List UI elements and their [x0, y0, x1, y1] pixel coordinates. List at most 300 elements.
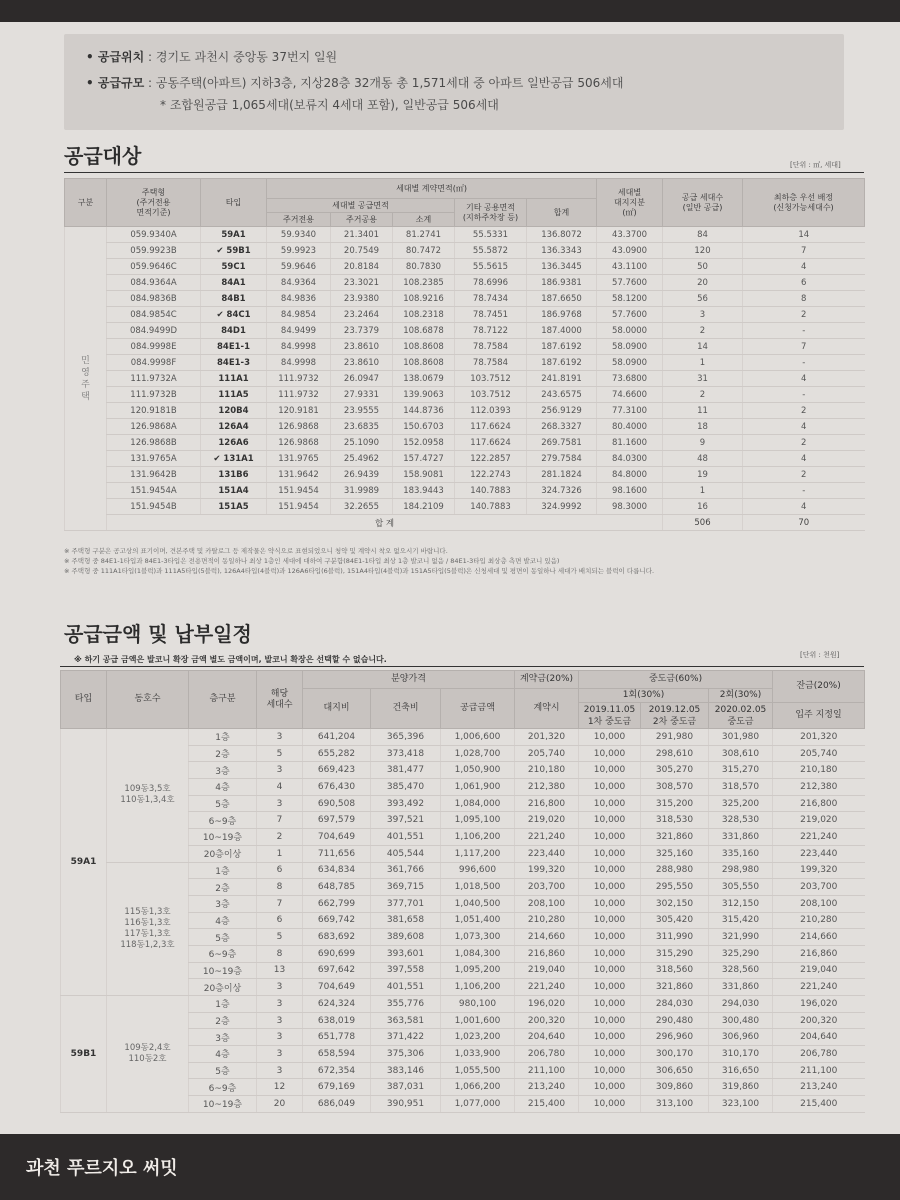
model-cell: 059.9646C	[107, 259, 201, 275]
bal-cell: 199,320	[773, 862, 865, 879]
supply-cell: 1,077,000	[441, 1096, 515, 1113]
m1-cell: 10,000	[579, 962, 641, 979]
th-subtotal: 소계	[393, 213, 455, 227]
build-cell: 381,658	[371, 912, 441, 929]
common-cell: 23.8610	[331, 355, 393, 371]
common-cell: 27.9331	[331, 387, 393, 403]
supply-cell: 1,001,600	[441, 1012, 515, 1029]
info-box	[64, 34, 844, 130]
supply-cell: 1,084,000	[441, 795, 515, 812]
build-cell: 390,951	[371, 1096, 441, 1113]
table-row	[65, 483, 865, 499]
m1-cell: 10,000	[579, 879, 641, 896]
hh-cell: 20	[663, 275, 743, 291]
table-row	[65, 403, 865, 419]
m3-cell: 335,160	[709, 845, 773, 862]
th-round1: 1회(30%)	[579, 689, 709, 703]
m3-cell: 331,860	[709, 829, 773, 846]
build-cell: 393,601	[371, 945, 441, 962]
location-value: 경기도 과천시 중앙동 37번지 일원	[155, 50, 338, 64]
th-type: 타입	[201, 179, 267, 227]
model-cell: 084.9998E	[107, 339, 201, 355]
low-cell: 4	[743, 371, 865, 387]
floor-cell: 20층이상	[189, 845, 257, 862]
other-cell: 103.7512	[455, 387, 527, 403]
other-cell: 117.6624	[455, 435, 527, 451]
footer-title: 과천 푸르지오 써밋	[26, 1158, 178, 1179]
land-cell: 58.0000	[597, 323, 663, 339]
bal-cell: 206,780	[773, 1046, 865, 1063]
other-cell: 117.6624	[455, 419, 527, 435]
table-row	[65, 387, 865, 403]
contract-cell: 208,100	[515, 895, 579, 912]
land-cell: 669,742	[303, 912, 371, 929]
supply-cell: 1,028,700	[441, 745, 515, 762]
model-cell: 084.9854C	[107, 307, 201, 323]
units-cell: 13	[257, 962, 303, 979]
hh-cell: 120	[663, 243, 743, 259]
units-cell: 3	[257, 979, 303, 996]
th-supply-area: 세대별 공급면적	[267, 199, 455, 213]
hh-cell: 14	[663, 339, 743, 355]
excl-cell: 151.9454	[267, 483, 331, 499]
land-cell: 690,508	[303, 795, 371, 812]
land-cell: 624,324	[303, 996, 371, 1013]
table-row	[65, 339, 865, 355]
common-cell: 20.8184	[331, 259, 393, 275]
m1-cell: 10,000	[579, 795, 641, 812]
hh-cell: 1	[663, 355, 743, 371]
table-row	[65, 371, 865, 387]
bal-cell: 221,240	[773, 979, 865, 996]
supply-notes	[64, 546, 864, 576]
subtotal-cell: 108.2318	[393, 307, 455, 323]
floor-cell: 20층이상	[189, 979, 257, 996]
floor-cell: 5층	[189, 795, 257, 812]
bal-cell: 205,740	[773, 745, 865, 762]
supply-table	[64, 178, 865, 531]
floor-cell: 4층	[189, 912, 257, 929]
land-cell: 686,049	[303, 1096, 371, 1113]
supply-cell: 1,033,900	[441, 1046, 515, 1063]
total-label: 합 계	[107, 515, 663, 531]
units-cell: 3	[257, 1012, 303, 1029]
excl-cell: 126.9868	[267, 419, 331, 435]
type-cell: 84A1	[201, 275, 267, 291]
land-cell: 43.3700	[597, 227, 663, 243]
bal-cell: 221,240	[773, 829, 865, 846]
subtotal-cell: 158.9081	[393, 467, 455, 483]
th-floor: 층구분	[189, 671, 257, 729]
table-row	[61, 996, 865, 1013]
total-cell: 241.8191	[527, 371, 597, 387]
land-cell: 704,649	[303, 979, 371, 996]
model-cell: 111.9732A	[107, 371, 201, 387]
side-label: 민영주택	[81, 355, 90, 402]
excl-cell: 84.9499	[267, 323, 331, 339]
low-cell: 7	[743, 339, 865, 355]
th-sale-price: 분양가격	[303, 671, 515, 689]
floor-cell: 4층	[189, 1046, 257, 1063]
price-type-cell: 59B1	[61, 996, 107, 1113]
th-building-cost: 건축비	[371, 689, 441, 729]
contract-cell: 221,240	[515, 979, 579, 996]
m3-cell: 323,100	[709, 1096, 773, 1113]
floor-cell: 3층	[189, 895, 257, 912]
land-cell: 641,204	[303, 729, 371, 746]
brochure-page	[0, 22, 900, 1134]
common-cell: 20.7549	[331, 243, 393, 259]
other-cell: 78.7122	[455, 323, 527, 339]
m1-cell: 10,000	[579, 912, 641, 929]
land-cell: 672,354	[303, 1062, 371, 1079]
excl-cell: 126.9868	[267, 435, 331, 451]
type-cell: 84E1-3	[201, 355, 267, 371]
hh-cell: 2	[663, 387, 743, 403]
other-cell: 55.5331	[455, 227, 527, 243]
other-cell: 140.7883	[455, 499, 527, 515]
common-cell: 26.0947	[331, 371, 393, 387]
scale-line: • 공급규모 : 공동주택(아파트) 지하3층, 지상28층 32개동 총 1,571세대 중 아파트 일반공급 506세대	[86, 76, 624, 90]
other-cell: 55.5872	[455, 243, 527, 259]
subtotal-cell: 184.2109	[393, 499, 455, 515]
location-line: • 공급위치 : 경기도 과천시 중앙동 37번지 일원	[86, 50, 338, 64]
bal-cell: 213,240	[773, 1079, 865, 1096]
common-cell: 23.7379	[331, 323, 393, 339]
build-cell: 405,544	[371, 845, 441, 862]
type-cell: 84E1-1	[201, 339, 267, 355]
th-exclusive: 주거전용	[267, 213, 331, 227]
type-cell: 111A5	[201, 387, 267, 403]
m1-cell: 10,000	[579, 1062, 641, 1079]
m3-cell: 318,570	[709, 779, 773, 796]
m2-cell: 315,200	[641, 795, 709, 812]
type-cell: 59C1	[201, 259, 267, 275]
land-cell: 697,579	[303, 812, 371, 829]
m3-cell: 310,170	[709, 1046, 773, 1063]
land-cell: 57.7600	[597, 275, 663, 291]
m3-cell: 331,860	[709, 979, 773, 996]
price-unit: [단위 : 천원]	[800, 651, 840, 659]
th-date2: 2019.12.05 2차 중도금	[641, 703, 709, 729]
units-cell: 12	[257, 1079, 303, 1096]
model-cell: 151.9454A	[107, 483, 201, 499]
table-row	[65, 307, 865, 323]
total-cell: 187.4000	[527, 323, 597, 339]
model-cell: 111.9732B	[107, 387, 201, 403]
m3-cell: 325,200	[709, 795, 773, 812]
m2-cell: 288,980	[641, 862, 709, 879]
land-cell: 697,642	[303, 962, 371, 979]
total-cell: 324.7326	[527, 483, 597, 499]
subtotal-cell: 80.7472	[393, 243, 455, 259]
m1-cell: 10,000	[579, 762, 641, 779]
units-cell: 3	[257, 1029, 303, 1046]
th-dong: 동호수	[107, 671, 189, 729]
land-cell: 679,169	[303, 1079, 371, 1096]
m1-cell: 10,000	[579, 845, 641, 862]
m2-cell: 305,270	[641, 762, 709, 779]
m1-cell: 10,000	[579, 1029, 641, 1046]
m1-cell: 10,000	[579, 996, 641, 1013]
excl-cell: 131.9642	[267, 467, 331, 483]
floor-cell: 2층	[189, 1012, 257, 1029]
table-row	[65, 291, 865, 307]
bal-cell: 203,700	[773, 879, 865, 896]
m3-cell: 300,480	[709, 1012, 773, 1029]
bal-cell: 201,320	[773, 729, 865, 746]
other-cell: 103.7512	[455, 371, 527, 387]
floor-cell: 1층	[189, 729, 257, 746]
units-cell: 3	[257, 729, 303, 746]
floor-cell: 2층	[189, 745, 257, 762]
footer-bar	[0, 1134, 900, 1200]
build-cell: 389,608	[371, 929, 441, 946]
table-row	[65, 451, 865, 467]
land-cell: 84.0300	[597, 451, 663, 467]
m2-cell: 318,530	[641, 812, 709, 829]
low-cell: 2	[743, 435, 865, 451]
dong-cell: 115동1,3호 116동1,3호 117동1,3호 118동1,2,3호	[107, 862, 189, 996]
total-cell: 281.1824	[527, 467, 597, 483]
supply-cell: 1,073,300	[441, 929, 515, 946]
total-cell: 186.9768	[527, 307, 597, 323]
bal-cell: 214,660	[773, 929, 865, 946]
units-cell: 2	[257, 829, 303, 846]
th-housing-type: 주택형 (주거전용 면적기준)	[107, 179, 201, 227]
m1-cell: 10,000	[579, 979, 641, 996]
floor-cell: 5층	[189, 929, 257, 946]
hh-cell: 2	[663, 323, 743, 339]
land-cell: 648,785	[303, 879, 371, 896]
th-middle: 중도금(60%)	[579, 671, 773, 689]
common-cell: 23.8610	[331, 339, 393, 355]
build-cell: 393,492	[371, 795, 441, 812]
m1-cell: 10,000	[579, 829, 641, 846]
build-cell: 401,551	[371, 829, 441, 846]
type-cell: 126A6	[201, 435, 267, 451]
floor-cell: 6~9층	[189, 945, 257, 962]
other-cell: 55.5615	[455, 259, 527, 275]
supply-title: 공급대상	[64, 144, 142, 168]
total-cell: 324.9992	[527, 499, 597, 515]
subtotal-cell: 80.7830	[393, 259, 455, 275]
excl-cell: 84.9998	[267, 355, 331, 371]
other-cell: 140.7883	[455, 483, 527, 499]
m2-cell: 321,860	[641, 979, 709, 996]
common-cell: 23.2464	[331, 307, 393, 323]
bal-cell: 208,100	[773, 895, 865, 912]
common-cell: 21.3401	[331, 227, 393, 243]
subtotal-cell: 108.9216	[393, 291, 455, 307]
table-row	[61, 862, 865, 879]
note-line: ※ 주택형 중 84E1-1타입과 84E1-3타입은 전용면적이 동일하나 최상 1층인 세대에 대하여 구분함(84E1-1타입 최상 1층 발코니 없음 / 84E1-3타입 최상층 측면 발코니 있음)	[64, 557, 560, 565]
dong-cell: 109동3,5호 110동1,3,4호	[107, 729, 189, 863]
contract-cell: 213,240	[515, 1079, 579, 1096]
bal-cell: 215,400	[773, 1096, 865, 1113]
m3-cell: 308,610	[709, 745, 773, 762]
units-cell: 7	[257, 895, 303, 912]
m2-cell: 311,990	[641, 929, 709, 946]
th-area-group: 세대별 계약면적(㎡)	[267, 179, 597, 199]
units-cell: 3	[257, 1046, 303, 1063]
m2-cell: 284,030	[641, 996, 709, 1013]
m3-cell: 321,990	[709, 929, 773, 946]
units-cell: 3	[257, 762, 303, 779]
th-round2: 2회(30%)	[709, 689, 773, 703]
m2-cell: 295,550	[641, 879, 709, 896]
floor-cell: 6~9층	[189, 812, 257, 829]
common-cell: 25.1090	[331, 435, 393, 451]
table-row	[65, 355, 865, 371]
land-cell: 651,778	[303, 1029, 371, 1046]
total-cell: 187.6650	[527, 291, 597, 307]
contract-cell: 219,020	[515, 812, 579, 829]
excl-cell: 84.9364	[267, 275, 331, 291]
scale-label: 공급규모	[97, 76, 145, 90]
m3-cell: 294,030	[709, 996, 773, 1013]
supply-cell: 980,100	[441, 996, 515, 1013]
th-price-type: 타입	[61, 671, 107, 729]
land-cell: 73.6800	[597, 371, 663, 387]
subtotal-cell: 183.9443	[393, 483, 455, 499]
total-cell: 136.3343	[527, 243, 597, 259]
land-cell: 58.1200	[597, 291, 663, 307]
units-cell: 6	[257, 862, 303, 879]
model-cell: 131.9642B	[107, 467, 201, 483]
low-cell: -	[743, 323, 865, 339]
other-cell: 122.2857	[455, 451, 527, 467]
subtotal-cell: 152.0958	[393, 435, 455, 451]
low-cell: 4	[743, 499, 865, 515]
other-cell: 78.7584	[455, 339, 527, 355]
subtotal-cell: 157.4727	[393, 451, 455, 467]
m1-cell: 10,000	[579, 745, 641, 762]
m1-cell: 10,000	[579, 895, 641, 912]
contract-cell: 215,400	[515, 1096, 579, 1113]
subtotal-cell: 81.2741	[393, 227, 455, 243]
total-cell: 243.6575	[527, 387, 597, 403]
bal-cell: 219,040	[773, 962, 865, 979]
dong-cell: 109동2,4호 110동2호	[107, 996, 189, 1113]
table-row	[65, 259, 865, 275]
subtotal-cell: 144.8736	[393, 403, 455, 419]
m1-cell: 10,000	[579, 812, 641, 829]
m1-cell: 10,000	[579, 862, 641, 879]
m3-cell: 315,420	[709, 912, 773, 929]
m1-cell: 10,000	[579, 779, 641, 796]
m2-cell: 302,150	[641, 895, 709, 912]
supply-cell: 1,023,200	[441, 1029, 515, 1046]
th-gubun: 구분	[65, 179, 107, 227]
build-cell: 381,477	[371, 762, 441, 779]
excl-cell: 111.9732	[267, 387, 331, 403]
excl-cell: 59.9340	[267, 227, 331, 243]
type-cell: ✔ 84C1	[201, 307, 267, 323]
land-cell: 655,282	[303, 745, 371, 762]
contract-cell: 219,040	[515, 962, 579, 979]
floor-cell: 2층	[189, 879, 257, 896]
excl-cell: 84.9836	[267, 291, 331, 307]
table-row	[65, 467, 865, 483]
bal-cell: 210,280	[773, 912, 865, 929]
low-cell: -	[743, 355, 865, 371]
contract-cell: 212,380	[515, 779, 579, 796]
subtotal-cell: 108.2385	[393, 275, 455, 291]
bal-cell: 210,180	[773, 762, 865, 779]
contract-cell: 205,740	[515, 745, 579, 762]
supply-unit: [단위 : ㎡, 세대]	[790, 161, 841, 169]
common-cell: 31.9989	[331, 483, 393, 499]
contract-cell: 203,700	[515, 879, 579, 896]
model-cell: 084.9364A	[107, 275, 201, 291]
m2-cell: 318,560	[641, 962, 709, 979]
subtotal-cell: 139.9063	[393, 387, 455, 403]
type-cell: 111A1	[201, 371, 267, 387]
units-cell: 3	[257, 996, 303, 1013]
supply-cell: 1,106,200	[441, 829, 515, 846]
units-cell: 3	[257, 1062, 303, 1079]
land-cell: 658,594	[303, 1046, 371, 1063]
floor-cell: 1층	[189, 996, 257, 1013]
common-cell: 26.9439	[331, 467, 393, 483]
low-cell: 2	[743, 403, 865, 419]
m2-cell: 298,610	[641, 745, 709, 762]
floor-cell: 5층	[189, 1062, 257, 1079]
contract-cell: 216,860	[515, 945, 579, 962]
total-households: 506	[663, 515, 743, 531]
supply-cell: 1,095,100	[441, 812, 515, 829]
supply-cell: 1,050,900	[441, 762, 515, 779]
land-cell: 683,692	[303, 929, 371, 946]
m3-cell: 315,270	[709, 762, 773, 779]
land-cell: 81.1600	[597, 435, 663, 451]
supply-cell: 1,061,900	[441, 779, 515, 796]
total-cell: 136.8072	[527, 227, 597, 243]
build-cell: 397,521	[371, 812, 441, 829]
excl-cell: 120.9181	[267, 403, 331, 419]
land-cell: 669,423	[303, 762, 371, 779]
build-cell: 371,422	[371, 1029, 441, 1046]
bal-cell: 204,640	[773, 1029, 865, 1046]
th-common: 주거공용	[331, 213, 393, 227]
bal-cell: 200,320	[773, 1012, 865, 1029]
model-cell: 084.9836B	[107, 291, 201, 307]
build-cell: 377,701	[371, 895, 441, 912]
hh-cell: 1	[663, 483, 743, 499]
supply-cell: 996,600	[441, 862, 515, 879]
floor-cell: 1층	[189, 862, 257, 879]
units-cell: 1	[257, 845, 303, 862]
contract-cell: 210,280	[515, 912, 579, 929]
low-cell: 8	[743, 291, 865, 307]
land-cell: 80.4000	[597, 419, 663, 435]
m2-cell: 305,420	[641, 912, 709, 929]
m1-cell: 10,000	[579, 1096, 641, 1113]
low-cell: -	[743, 387, 865, 403]
low-cell: -	[743, 483, 865, 499]
floor-cell: 4층	[189, 779, 257, 796]
land-cell: 43.0900	[597, 243, 663, 259]
hh-cell: 18	[663, 419, 743, 435]
excl-cell: 131.9765	[267, 451, 331, 467]
other-cell: 78.7584	[455, 355, 527, 371]
price-type-cell: 59A1	[61, 729, 107, 996]
units-cell: 3	[257, 795, 303, 812]
floor-cell: 3층	[189, 1029, 257, 1046]
top-band	[0, 0, 900, 22]
m1-cell: 10,000	[579, 1079, 641, 1096]
